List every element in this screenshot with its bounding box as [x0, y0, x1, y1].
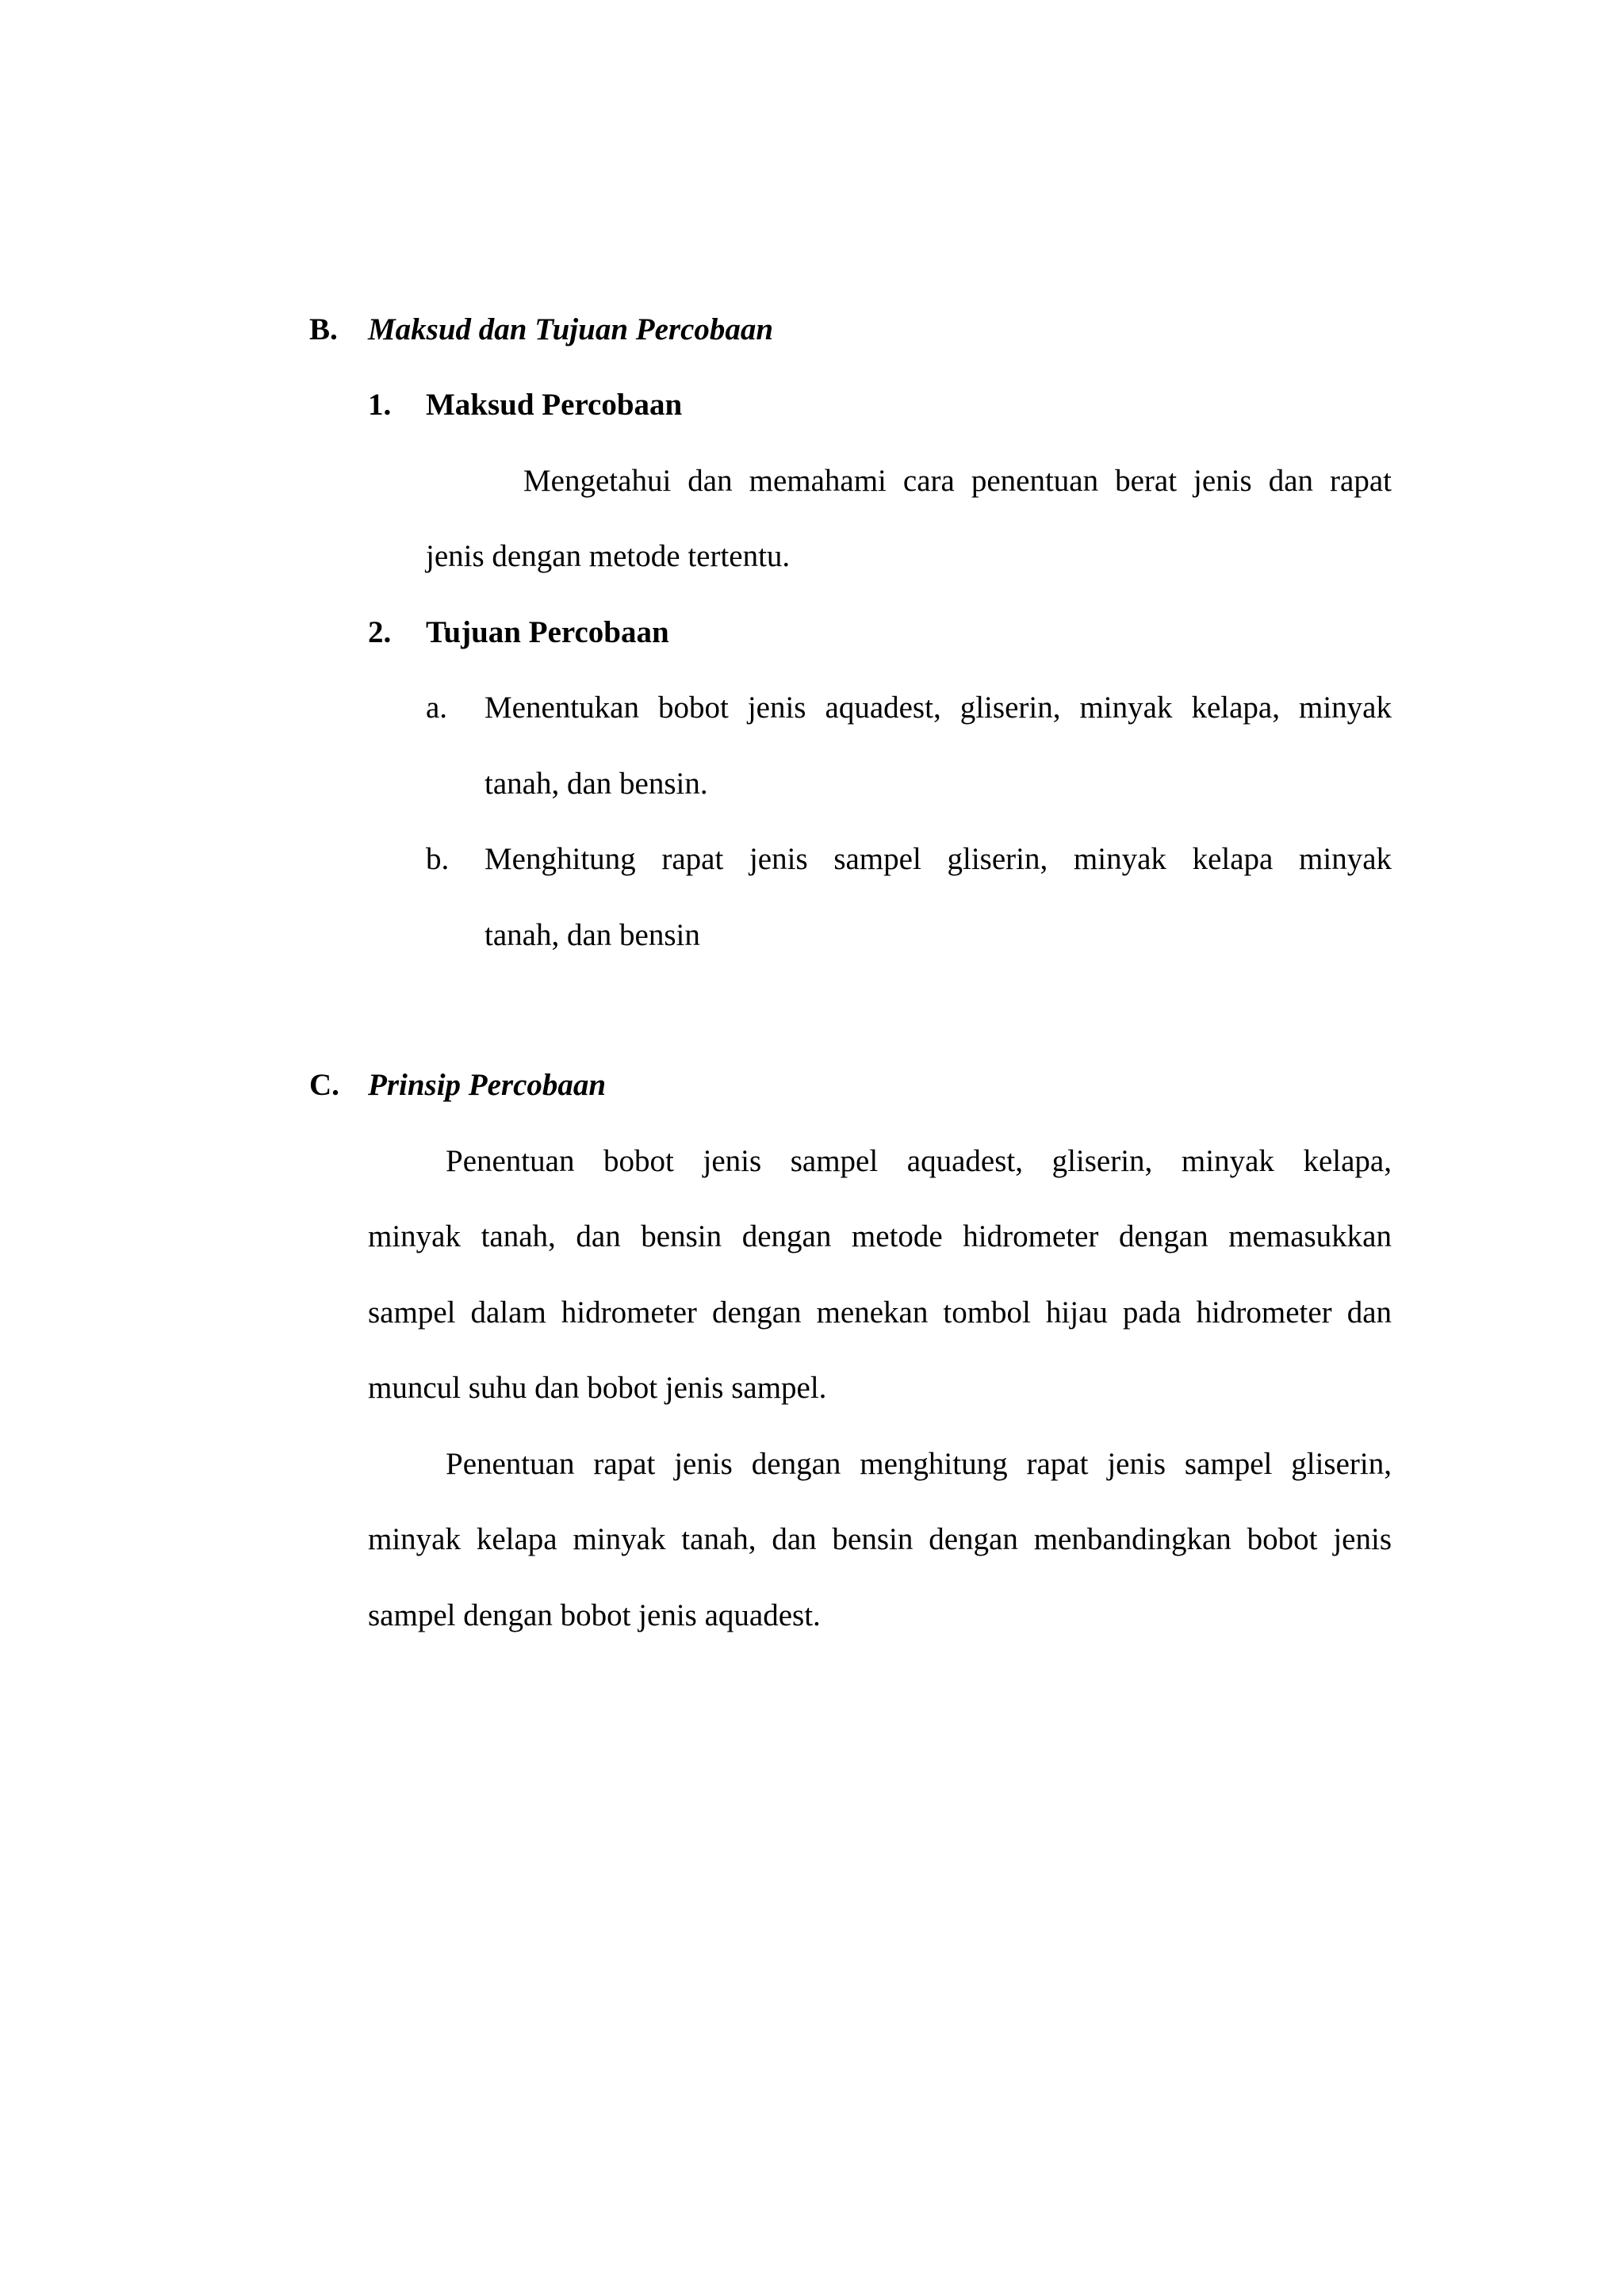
list-item-b-line1: Menghitung rapat jenis sampel gliserin, minyak kelapa minyak	[485, 842, 1392, 876]
section-c-title: Prinsip Percobaan	[368, 1068, 607, 1102]
sub1-number: 1.	[368, 388, 392, 422]
list-item-b-line2: tanah, dan bensin	[485, 918, 700, 952]
section-b-title: Maksud dan Tujuan Percobaan	[368, 312, 774, 346]
section-c-letter: C.	[309, 1068, 339, 1102]
sub1-text-line2: jenis dengan metode tertentu.	[426, 539, 791, 573]
list-item-marker-a: a.	[426, 691, 448, 725]
paragraph1-line2: minyak tanah, dan bensin dengan metode hidrometer dengan memasukkan	[368, 1219, 1392, 1253]
paragraph1-line1: Penentuan bobot jenis sampel aquadest, gliserin, minyak kelapa,	[446, 1144, 1392, 1178]
paragraph1-line3: sampel dalam hidrometer dengan menekan tombol hijau pada hidrometer dan	[368, 1295, 1392, 1330]
section-b-letter: B.	[309, 312, 338, 346]
list-item-a-line2: tanah, dan bensin.	[485, 767, 708, 801]
list-item-marker-b: b.	[426, 842, 450, 876]
sub1-text-line1: Mengetahui dan memahami cara penentuan berat jenis dan rapat	[523, 464, 1392, 498]
paragraph2-line1: Penentuan rapat jenis dengan menghitung rapat jenis sampel gliserin,	[446, 1447, 1392, 1481]
paragraph2-line2: minyak kelapa minyak tanah, dan bensin dengan menbandingkan bobot jenis	[368, 1522, 1392, 1556]
paragraph2-line3: sampel dengan bobot jenis aquadest.	[368, 1598, 821, 1632]
sub2-number: 2.	[368, 615, 392, 649]
sub1-title: Maksud Percobaan	[426, 388, 683, 422]
sub2-title: Tujuan Percobaan	[426, 615, 669, 649]
paragraph1-line4: muncul suhu dan bobot jenis sampel.	[368, 1371, 827, 1405]
list-item-a-line1: Menentukan bobot jenis aquadest, gliserin, minyak kelapa, minyak	[485, 691, 1392, 725]
